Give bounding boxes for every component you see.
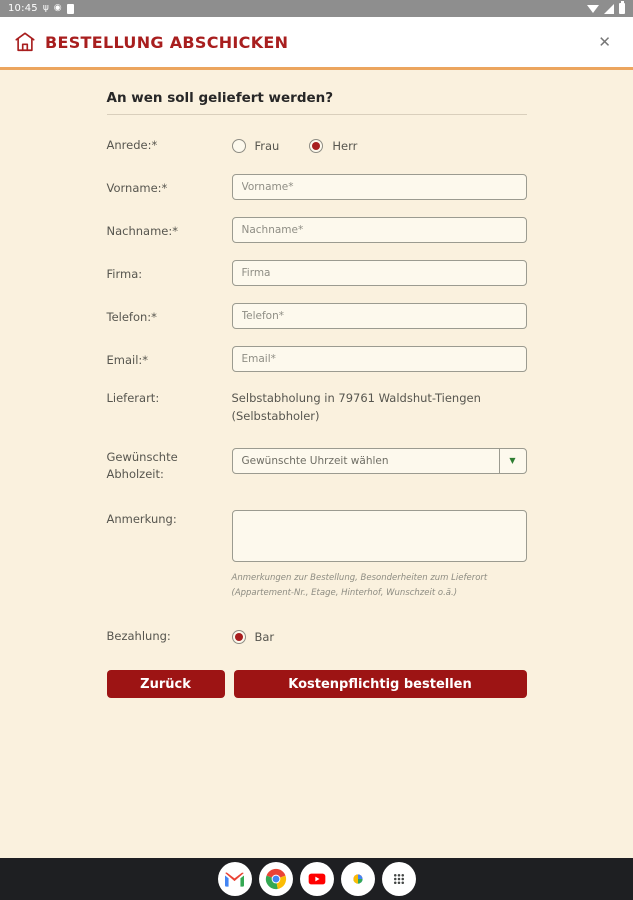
abholzeit-select-arrow-cell[interactable] (499, 449, 526, 473)
usb-icon: ψ (42, 3, 49, 13)
page-body (0, 70, 633, 858)
lieferart-value: Selbstabholung in 79761 Waldshut-Tiengen (Selbstabholer) (231, 391, 481, 424)
youtube-icon[interactable] (300, 862, 334, 896)
telefon-label: Telefon:* (106, 310, 157, 325)
email-field[interactable] (232, 346, 527, 372)
radio-frau[interactable] (232, 139, 246, 153)
telefon-input[interactable] (232, 303, 527, 329)
chrome-icon[interactable] (259, 862, 293, 896)
bezahlung-radio-group (232, 627, 527, 645)
section-heading: An wen soll geliefert werden? (107, 90, 527, 115)
dock (0, 858, 633, 900)
anmerkung-label: Anmerkung: (106, 512, 177, 527)
submit-order-button[interactable]: Kostenpflichtig bestellen (234, 670, 527, 698)
status-bar-left (8, 3, 74, 14)
page-title: BESTELLUNG ABSCHICKEN (45, 32, 289, 52)
radio-option-frau[interactable] (232, 139, 280, 153)
back-button[interactable]: Zurück (107, 670, 225, 698)
radio-bar-label: Bar (254, 630, 275, 645)
vorname-input[interactable] (232, 174, 527, 200)
radio-herr[interactable] (309, 139, 323, 153)
form-row-telefon (107, 303, 527, 329)
nachname-input[interactable] (232, 217, 527, 243)
gmail-icon[interactable] (218, 862, 252, 896)
nachname-label: Nachname:* (106, 224, 178, 239)
form-row-nachname (107, 217, 527, 243)
anmerkung-textarea[interactable] (232, 510, 527, 562)
abholzeit-label: Gewünschte Abholzeit: (106, 449, 178, 482)
close-icon[interactable]: ✕ (598, 32, 611, 51)
abholzeit-select-value: Gewünschte Uhrzeit wählen (241, 454, 389, 467)
app-header (0, 17, 633, 67)
lieferart-label: Lieferart: (106, 391, 160, 406)
form-row-firma (107, 260, 527, 286)
form-row-lieferart (107, 389, 527, 426)
form-row-anmerkung (107, 510, 527, 601)
status-bar-right (587, 3, 625, 14)
wifi-icon (587, 5, 599, 13)
sim-icon (67, 4, 74, 14)
app-grid-icon[interactable] (382, 862, 416, 896)
radio-bar[interactable] (232, 630, 246, 644)
location-icon: ◉ (53, 3, 62, 13)
form-row-bezahlung (107, 627, 527, 645)
form-row-email (107, 346, 527, 372)
firma-label: Firma: (106, 267, 143, 282)
vorname-label: Vorname:* (106, 181, 168, 196)
form-row-abholzeit (107, 448, 527, 484)
battery-icon (619, 3, 625, 14)
radio-option-herr[interactable] (309, 139, 357, 153)
home-icon (14, 31, 36, 53)
abholzeit-select[interactable] (232, 448, 527, 474)
anrede-radio-group (232, 136, 527, 154)
firma-input[interactable] (232, 260, 527, 286)
form-row-anrede (107, 136, 527, 154)
radio-option-bar[interactable] (232, 630, 275, 644)
anmerkung-helper-text: Anmerkungen zur Bestellung, Besonderheiten zum Lieferort (Appartement-Nr., Etage, Hinterhof, Wunschzeit o.ä.) (231, 573, 488, 599)
photos-icon[interactable] (341, 862, 375, 896)
radio-frau-label: Frau (254, 139, 280, 154)
bezahlung-label: Bezahlung: (106, 629, 171, 644)
signal-icon (604, 4, 614, 14)
radio-herr-label: Herr (332, 139, 358, 154)
button-row (107, 670, 527, 698)
status-bar (0, 0, 633, 17)
form-row-vorname (107, 174, 527, 200)
form-content (107, 70, 527, 698)
email-label: Email:* (106, 353, 149, 368)
chevron-down-icon: ▼ (509, 455, 516, 465)
clock: 10:45 (8, 3, 38, 14)
anrede-label: Anrede:* (106, 138, 158, 152)
